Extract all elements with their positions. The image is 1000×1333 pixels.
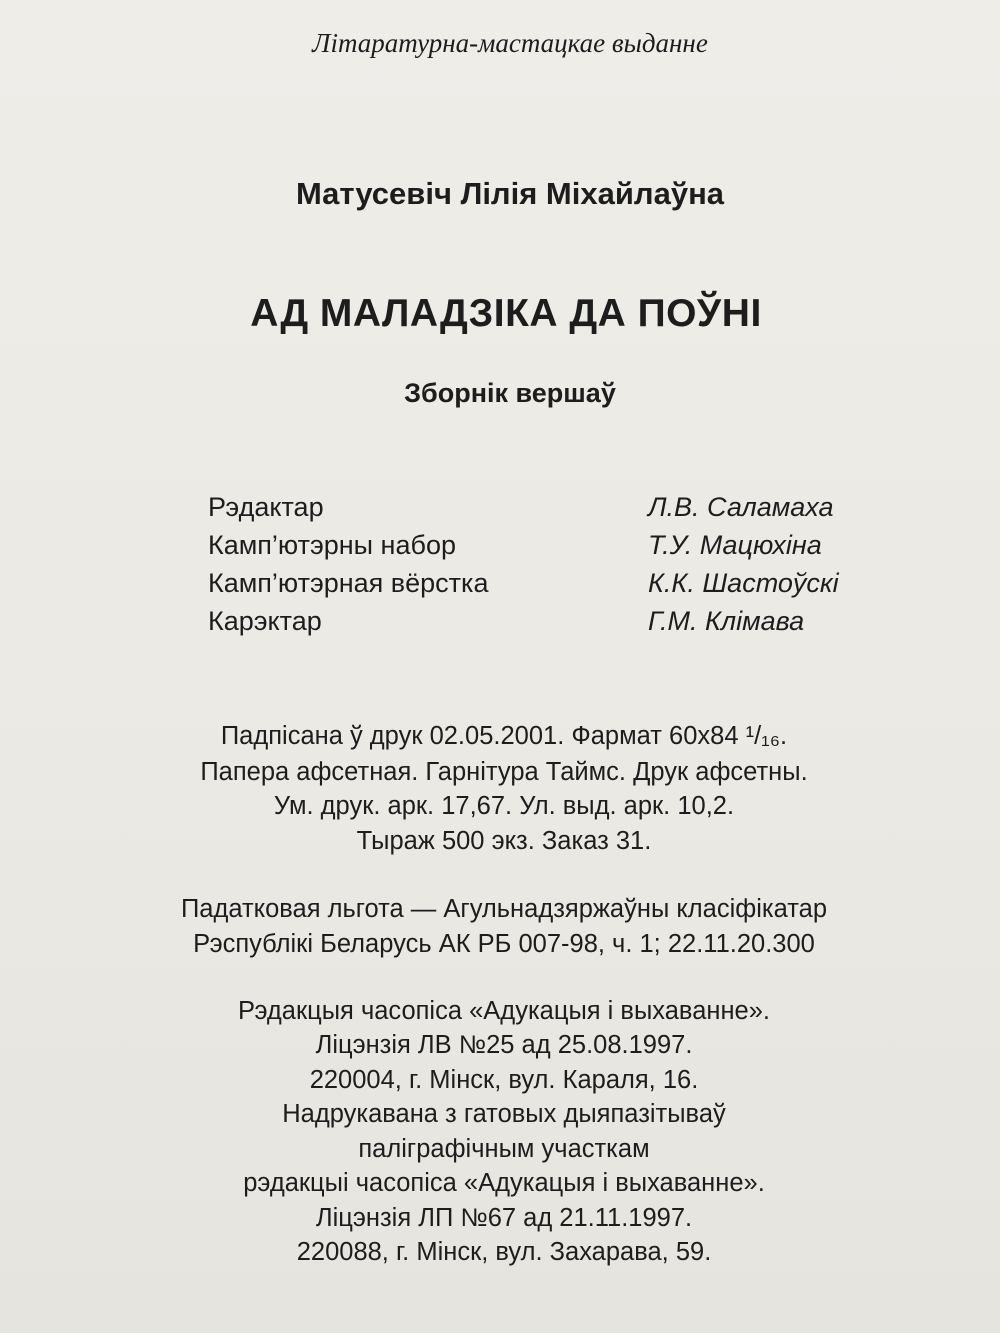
credit-row-editor [208,492,888,530]
credit-row-proofreader [208,606,888,644]
publisher-line: рэдакцыі часопіса «Адукацыя і выхаванне». [243,1169,765,1197]
credits-list [208,492,888,644]
author-name: Матусевіч Лілія Міхайлаўна [295,176,725,211]
book-subtitle: Зборнік вершаў [404,378,616,408]
credit-name: К.К. Шастоўскі [648,568,839,598]
credit-role: Камп’ютэрны набор [208,530,456,560]
publisher-line: Надрукавана з гатовых дыяпазітываў [282,1100,726,1128]
credit-name: Г.М. Клімава [648,606,805,636]
tax-info-line: Рэспублікі Беларусь АК РБ 007-98, ч. 1; 22.11.20.300 [193,930,815,958]
print-info-line: Тыраж 500 экз. Заказ 31. [356,827,652,855]
credit-name: Л.В. Саламаха [648,492,834,522]
print-info-line: Ум. друк. арк. 17,67. Ул. выд. арк. 10,2. [273,792,735,820]
series-line: Літаратурна-мастацкае выданне [312,28,708,58]
credit-row-typesetting [208,530,888,568]
publisher-line: паліграфічным участкам [358,1135,650,1163]
credit-role: Камп’ютэрная вёрстка [208,568,489,598]
book-title: АД МАЛАДЗІКА ДА ПОЎНІ [250,292,762,335]
publisher-line: 220004, г. Мінск, вул. Караля, 16. [309,1066,699,1094]
publisher-line: Рэдакцыя часопіса «Адукацыя і выхаванне». [238,997,770,1025]
credit-role: Рэдактар [208,492,324,522]
publisher-line: 220088, г. Мінск, вул. Захарава, 59. [296,1238,712,1266]
tax-info-line: Падатковая льгота — Агульнадзяржаўны класіфікатар [180,895,828,923]
credit-role: Карэктар [208,606,322,636]
credit-row-layout [208,568,888,606]
credit-name: Т.У. Мацюхіна [648,530,822,560]
publisher-line: Ліцэнзія ЛВ №25 ад 25.08.1997. [315,1031,693,1059]
publisher-line: Ліцэнзія ЛП №67 ад 21.11.1997. [315,1204,693,1232]
print-info-line: Падпісана ў друк 02.05.2001. Фармат 60x84 ¹/₁₆. [220,722,788,750]
print-info-line: Папера афсетная. Гарнітура Таймс. Друк афсетны. [200,758,808,786]
